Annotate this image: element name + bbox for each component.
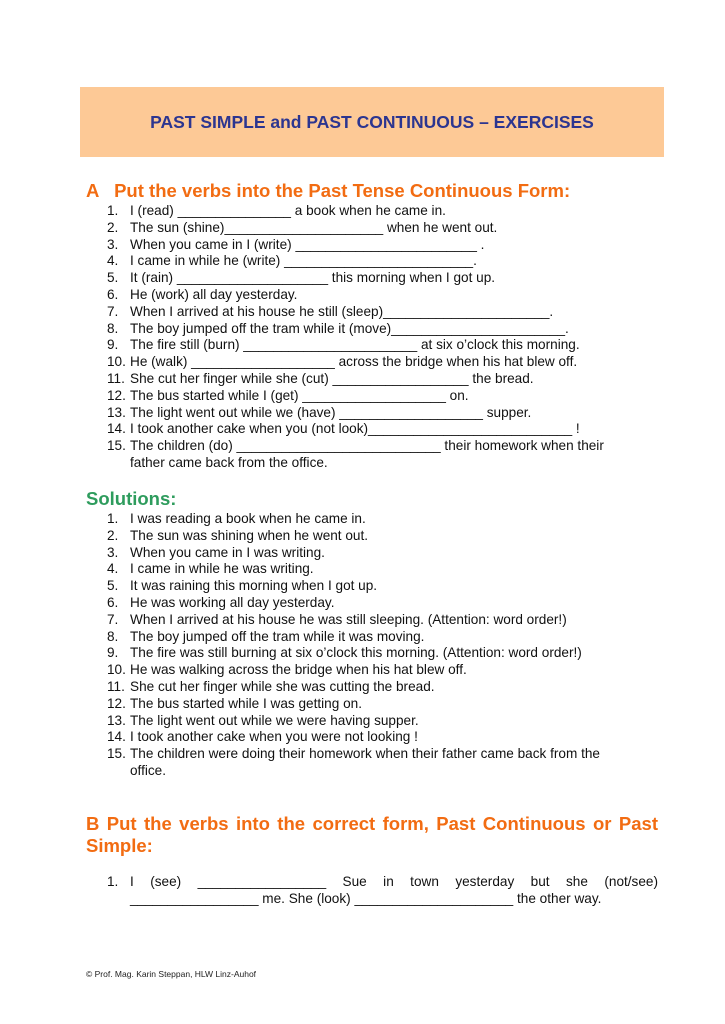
list-item bbox=[107, 545, 635, 562]
item-text: He (walk) ___________________ across the bridge when his hat blew off. bbox=[130, 354, 578, 370]
list-item bbox=[107, 645, 635, 662]
item-number: 5. bbox=[107, 578, 119, 594]
list-item bbox=[107, 561, 635, 578]
item-number: 3. bbox=[107, 544, 119, 560]
item-number: 9. bbox=[107, 645, 119, 661]
list-item bbox=[107, 528, 635, 545]
item-text: The fire was still burning at six o’clock this morning. (Attention: word order!) bbox=[130, 645, 582, 661]
item-number: 5. bbox=[107, 270, 119, 286]
item-text: I (read) _______________ a book when he came in. bbox=[130, 203, 446, 218]
item-text: When you came in I (write) ________________________ . bbox=[130, 236, 485, 252]
item-number: 11. bbox=[107, 678, 125, 694]
item-number: 13. bbox=[107, 404, 126, 420]
item-text: The sun was shining when he went out. bbox=[130, 527, 369, 543]
item-text: When I arrived at his house he was still sleeping. (Attention: word order!) bbox=[130, 611, 567, 627]
list-item bbox=[107, 321, 635, 338]
item-text: She cut her finger while she was cutting the bread. bbox=[130, 678, 435, 694]
list-item bbox=[107, 270, 635, 287]
item-text: It was raining this morning when I got up. bbox=[130, 578, 378, 594]
item-number: 14. bbox=[107, 729, 126, 745]
page-title: PAST SIMPLE and PAST CONTINUOUS – EXERCISES bbox=[150, 111, 594, 132]
item-number: 8. bbox=[107, 628, 119, 644]
list-item bbox=[107, 220, 635, 237]
list-item bbox=[107, 612, 635, 629]
item-number: 15. bbox=[107, 746, 126, 762]
solutions-heading: Solutions: bbox=[86, 488, 177, 509]
item-number: 14. bbox=[107, 421, 126, 437]
list-item bbox=[107, 874, 658, 908]
item-text: The children were doing their homework when their father came back from the office. bbox=[130, 746, 600, 778]
item-number: 1. bbox=[107, 874, 119, 889]
item-text: The boy jumped off the tram while it was moving. bbox=[130, 628, 425, 644]
item-number: 2. bbox=[107, 219, 119, 235]
item-text: The sun (shine)_____________________ when he went out. bbox=[130, 219, 498, 235]
item-number: 1. bbox=[107, 203, 119, 218]
item-text: I came in while he (write) _________________________. bbox=[130, 253, 477, 269]
list-item bbox=[107, 713, 635, 730]
list-item bbox=[107, 388, 635, 405]
item-text: When I arrived at his house he still (sleep)______________________. bbox=[130, 303, 554, 319]
section-b-heading: B Put the verbs into the correct form, Past Continuous or Past Simple: bbox=[86, 813, 658, 856]
item-number: 3. bbox=[107, 236, 119, 252]
item-text: I took another cake when you (not look)___________________________ ! bbox=[130, 421, 580, 437]
item-text: When you came in I was writing. bbox=[130, 544, 325, 560]
list-item bbox=[107, 405, 635, 422]
item-number: 10. bbox=[107, 354, 126, 370]
list-item bbox=[107, 511, 635, 528]
list-item bbox=[107, 421, 635, 438]
item-number: 6. bbox=[107, 594, 119, 610]
list-item bbox=[107, 746, 635, 780]
footer-copyright: © Prof. Mag. Karin Steppan, HLW Linz-Auhof bbox=[86, 969, 257, 979]
item-number: 11. bbox=[107, 370, 125, 386]
list-item bbox=[107, 253, 635, 270]
exercise-a-list bbox=[107, 203, 635, 472]
item-number: 15. bbox=[107, 438, 126, 454]
item-text: He was working all day yesterday. bbox=[130, 594, 335, 610]
list-item bbox=[107, 662, 635, 679]
exercise-b-list bbox=[107, 874, 658, 908]
list-item bbox=[107, 438, 635, 472]
item-text: It (rain) ____________________ this morning when I got up. bbox=[130, 270, 496, 286]
item-text: The bus started while I (get) ___________________ on. bbox=[130, 387, 469, 403]
item-number: 10. bbox=[107, 662, 126, 678]
solutions-list bbox=[107, 511, 635, 780]
item-text: The children (do) ___________________________ their homework when their father came back from the office. bbox=[130, 438, 604, 470]
item-text: I came in while he was writing. bbox=[130, 561, 314, 577]
item-text: He was walking across the bridge when his hat blew off. bbox=[130, 662, 467, 678]
item-text: The bus started while I was getting on. bbox=[130, 695, 362, 711]
list-item bbox=[107, 354, 635, 371]
item-text: The light went out while we (have) ___________________ supper. bbox=[130, 404, 532, 420]
list-item bbox=[107, 203, 635, 220]
item-text: The fire still (burn) _______________________ at six o’clock this morning. bbox=[130, 337, 580, 353]
item-number: 7. bbox=[107, 303, 119, 319]
list-item bbox=[107, 371, 635, 388]
item-text: I was reading a book when he came in. bbox=[130, 511, 366, 526]
section-a-heading: A Put the verbs into the Past Tense Continuous Form: bbox=[86, 180, 571, 201]
item-number: 4. bbox=[107, 561, 119, 577]
item-text: The boy jumped off the tram while it (move)_______________________. bbox=[130, 320, 569, 336]
list-item bbox=[107, 304, 635, 321]
list-item bbox=[107, 595, 635, 612]
item-text: She cut her finger while she (cut) __________________ the bread. bbox=[130, 370, 534, 386]
item-number: 1. bbox=[107, 511, 119, 526]
title-banner bbox=[80, 87, 664, 157]
item-number: 4. bbox=[107, 253, 119, 269]
list-item bbox=[107, 629, 635, 646]
list-item bbox=[107, 237, 635, 254]
item-number: 8. bbox=[107, 320, 119, 336]
item-text: I (see) _________________ Sue in town yesterday but she (not/see) _________________ me. She (look) _____________________ the other way. bbox=[130, 874, 658, 906]
item-text: The light went out while we were having supper. bbox=[130, 712, 419, 728]
list-item bbox=[107, 729, 635, 746]
list-item bbox=[107, 578, 635, 595]
list-item bbox=[107, 696, 635, 713]
item-number: 9. bbox=[107, 337, 119, 353]
list-item bbox=[107, 287, 635, 304]
list-item bbox=[107, 337, 635, 354]
item-text: I took another cake when you were not looking ! bbox=[130, 729, 418, 745]
item-number: 12. bbox=[107, 695, 126, 711]
item-number: 7. bbox=[107, 611, 119, 627]
item-number: 6. bbox=[107, 286, 119, 302]
item-number: 13. bbox=[107, 712, 126, 728]
item-text: He (work) all day yesterday. bbox=[130, 286, 298, 302]
list-item bbox=[107, 679, 635, 696]
item-number: 2. bbox=[107, 527, 119, 543]
item-number: 12. bbox=[107, 387, 126, 403]
